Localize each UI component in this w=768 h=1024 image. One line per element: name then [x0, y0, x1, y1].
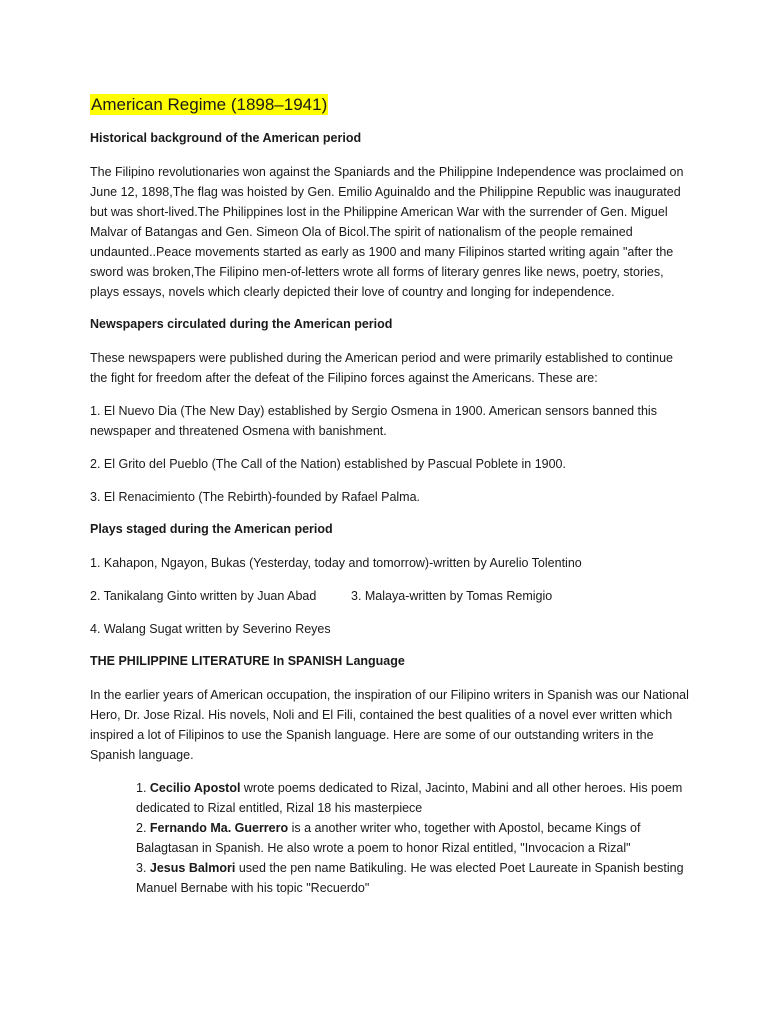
- spanish-literature-intro-paragraph: In the earlier years of American occupation, the inspiration of our Filipino writers in Spanish was our National Hero, Dr. Jose Rizal. His novels, Noli and El Fili, contained the best qualities of a novel ever written which inspired a lot of Filipinos to use the Spanish language. Here are some of our outstanding writers in the Spanish language.: [90, 688, 689, 762]
- writer-name: Fernando Ma. Guerrero: [149, 821, 289, 835]
- writer-item: [136, 818, 696, 858]
- writer-description: wrote poems dedicated to Rizal, Jacinto, Mabini and all other heroes. His poem dedicated to Rizal entitled, Rizal 18 his masterpiece: [136, 781, 683, 815]
- play-item: 4. Walang Sugat written by Severino Reyes: [90, 622, 331, 636]
- historical-background-paragraph: The Filipino revolutionaries won against the Spaniards and the Philippine Independence was proclaimed on June 12, 1898,The flag was hoisted by Gen. Emilio Aguinaldo and the Philippine Republic was inaugurated but was short-lived.The Philippines lost in the Philippine American War with the surrender of Gen. Miguel Malvar of Batangas and Gen. Simeon Ola of Bicol.The spirit of nationalism of the people remained undaunted..Peace movements started as early as 1900 and many Filipinos started writing again "after the sword was broken,The Filipino men-of-letters wrote all forms of literary genres like news, poetry, stories, plays essays, novels which clearly depicted their love of country and longing for independence.: [90, 165, 684, 299]
- section-heading-newspapers: Newspapers circulated during the American period: [90, 317, 393, 331]
- section-heading-plays: Plays staged during the American period: [90, 522, 333, 536]
- writer-name: Cecilio Apostol: [149, 781, 241, 795]
- writer-name: Jesus Balmori: [149, 861, 236, 875]
- writer-item: [136, 858, 696, 898]
- document-page: [90, 94, 690, 898]
- document-title: American Regime (1898–1941): [91, 95, 328, 114]
- writer-description: used the pen name Batikuling. He was elected Poet Laureate in Spanish besting Manuel Bernabe with his topic "Recuerdo": [136, 861, 684, 895]
- writer-item: [136, 778, 696, 818]
- writer-number: 2.: [136, 821, 150, 835]
- newspaper-item: 3. El Renacimiento (The Rebirth)-founded by Rafael Palma.: [90, 490, 421, 504]
- spanish-writers-list: [136, 778, 696, 898]
- play-item: 1. Kahapon, Ngayon, Bukas (Yesterday, today and tomorrow)-written by Aurelio Tolentino: [90, 556, 582, 570]
- writer-number: 3.: [136, 861, 150, 875]
- newspapers-intro-paragraph: These newspapers were published during the American period and were primarily established to continue the fight for freedom after the defeat of the Filipino forces against the Americans. These are:: [90, 351, 673, 385]
- section-heading-historical-background: Historical background of the American period: [90, 131, 362, 145]
- writer-number: 1.: [136, 781, 150, 795]
- newspaper-item: 1. El Nuevo Dia (The New Day) established by Sergio Osmena in 1900. American sensors banned this newspaper and threatened Osmena with banishment.: [90, 404, 657, 438]
- play-items-row: [90, 586, 690, 606]
- newspaper-item: 2. El Grito del Pueblo (The Call of the Nation) established by Pascual Poblete in 1900.: [90, 457, 566, 471]
- writer-description: is a another writer who, together with Apostol, became Kings of Balagtasan in Spanish. He also wrote a poem to honor Rizal entitled, "Invocacion a Rizal": [136, 821, 641, 855]
- play-item: 2. Tanikalang Ginto written by Juan Abad: [90, 589, 317, 603]
- play-item: 3. Malaya-written by Tomas Remigio: [351, 589, 553, 603]
- section-heading-spanish-literature: THE PHILIPPINE LITERATURE In SPANISH Language: [90, 654, 405, 668]
